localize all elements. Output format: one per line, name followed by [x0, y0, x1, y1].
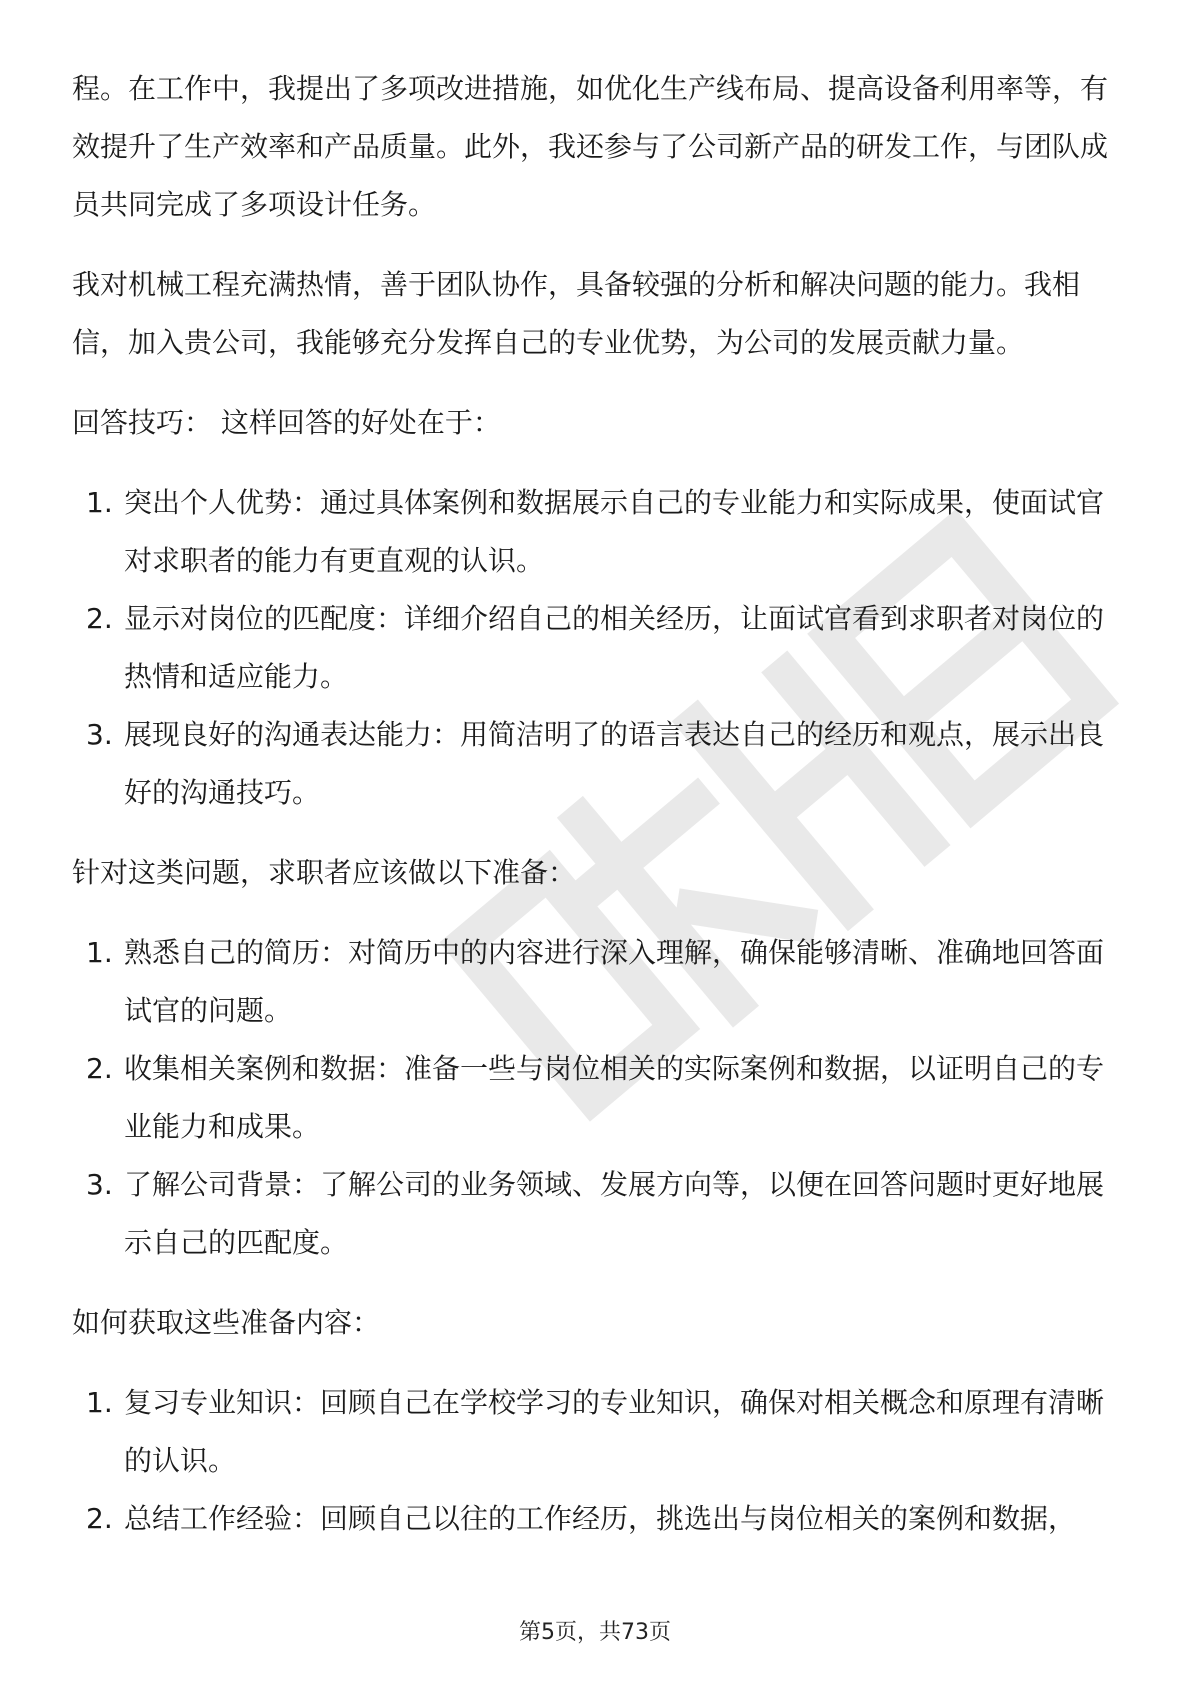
- tips-list: [72, 474, 1120, 822]
- list-item-text: 熟悉自己的简历：对简历中的内容进行深入理解，确保能够清晰、准确地回答面试官的问题。: [124, 936, 1105, 1027]
- list-item-text: 突出个人优势：通过具体案例和数据展示自己的专业能力和实际成果，使面试官对求职者的能力有更直观的认识。: [124, 486, 1105, 577]
- list-item-text: 展现良好的沟通表达能力：用简洁明了的语言表达自己的经历和观点，展示出良好的沟通技巧。: [124, 718, 1105, 809]
- obtain-list: [72, 1374, 1120, 1548]
- prep-heading: 针对这类问题，求职者应该做以下准备：: [72, 856, 577, 889]
- list-number: 1.: [86, 1386, 113, 1419]
- list-item: [72, 924, 1120, 1040]
- list-number: 2.: [86, 1502, 113, 1535]
- paragraph-2: 我对机械工程充满热情，善于团队协作，具备较强的分析和解决问题的能力。我相信，加入贵公司，我能够充分发挥自己的专业优势，为公司的发展贡献力量。: [72, 268, 1081, 359]
- list-item-text: 显示对岗位的匹配度：详细介绍自己的相关经历，让面试官看到求职者对岗位的热情和适应能力。: [124, 602, 1105, 693]
- list-item-text: 复习专业知识：回顾自己在学校学习的专业知识，确保对相关概念和原理有清晰的认识。: [124, 1386, 1105, 1477]
- tips-heading: 回答技巧： 这样回答的好处在于：: [72, 406, 501, 439]
- list-number: 1.: [86, 936, 113, 969]
- obtain-heading: 如何获取这些准备内容：: [72, 1306, 381, 1339]
- list-item-text: 收集相关案例和数据：准备一些与岗位相关的实际案例和数据，以证明自己的专业能力和成果。: [124, 1052, 1105, 1143]
- list-item: [72, 474, 1120, 590]
- list-number: 3.: [86, 718, 113, 751]
- list-number: 1.: [86, 486, 113, 519]
- list-item: [72, 1374, 1120, 1490]
- list-item: [72, 1156, 1120, 1272]
- list-item: [72, 590, 1120, 706]
- list-item: [72, 706, 1120, 822]
- list-number: 2.: [86, 1052, 113, 1085]
- page-number: 第5页，共73页: [519, 1620, 671, 1645]
- prep-list: [72, 924, 1120, 1272]
- list-item-text: 总结工作经验：回顾自己以往的工作经历，挑选出与岗位相关的案例和数据，: [124, 1502, 1077, 1535]
- list-item: [72, 1490, 1120, 1548]
- list-item-text: 了解公司背景：了解公司的业务领域、发展方向等，以便在回答问题时更好地展示自己的匹配度。: [124, 1168, 1105, 1259]
- document-body: [72, 60, 1120, 1570]
- list-number: 3.: [86, 1168, 113, 1201]
- paragraph-1: 程。在工作中，我提出了多项改进措施，如优化生产线布局、提高设备利用率等，有效提升了生产效率和产品质量。此外，我还参与了公司新产品的研发工作，与团队成员共同完成了多项设计任务。: [72, 72, 1109, 221]
- list-item: [72, 1040, 1120, 1156]
- list-number: 2.: [86, 602, 113, 635]
